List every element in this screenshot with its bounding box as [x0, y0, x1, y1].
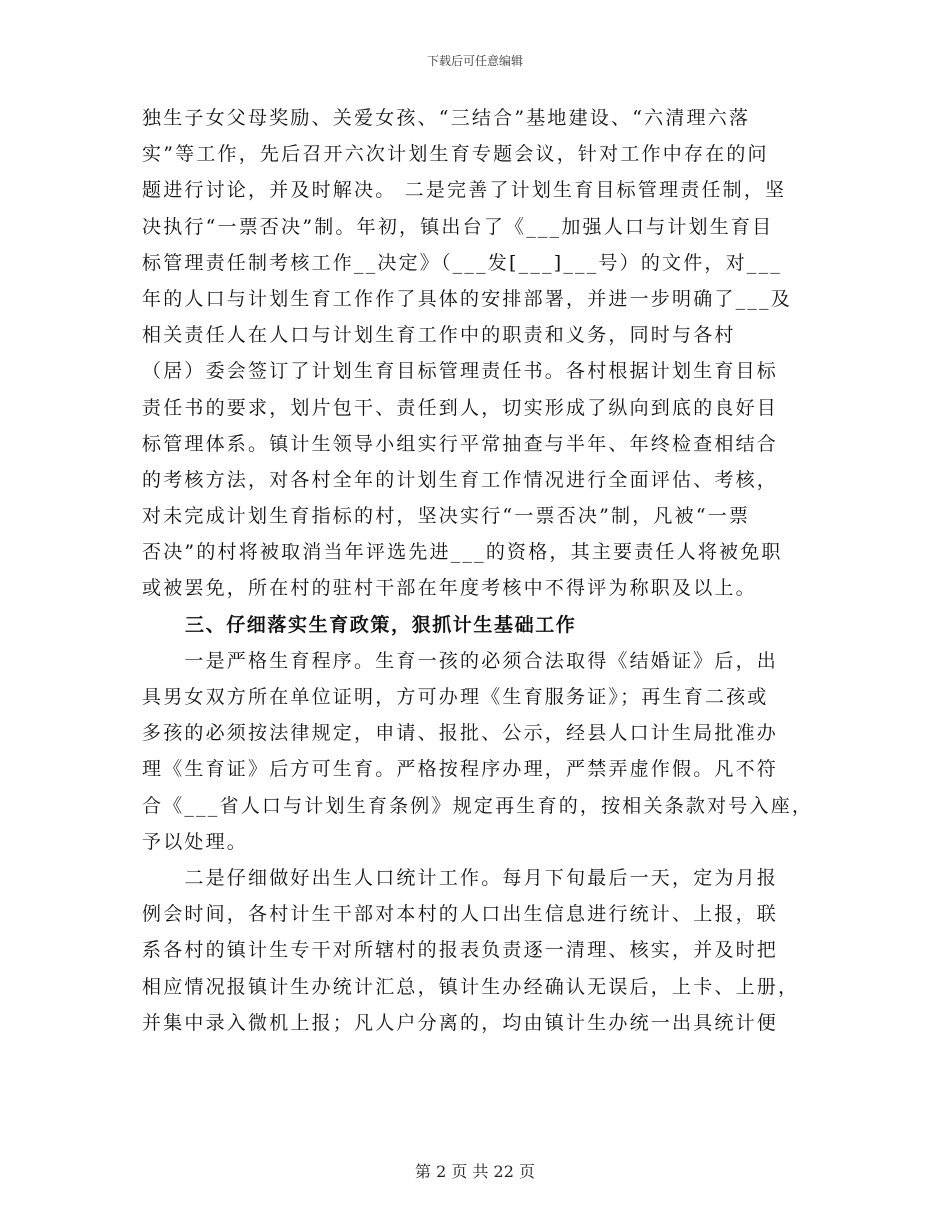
text-line: 对未完成计划生育指标的村，坚决实行“一票否决”制，凡被“一票: [142, 505, 751, 528]
text-line: 具男女双方所在单位证明，方可办理《生育服务证》；再生育二孩或: [142, 686, 769, 708]
document-body: [142, 100, 812, 1041]
text-line: 责任书的要求，划片包干、责任到人，切实形成了纵向到底的良好目: [142, 396, 779, 419]
text-line: 二是仔细做好出生人口统计工作。每月下旬最后一天，定为月报: [142, 866, 779, 889]
text-line: 实”等工作，先后召开六次计划生育专题会议，针对工作中存在的问: [142, 143, 769, 166]
text-line: 相关责任人在人口与计划生育工作中的职责和义务，同时与各村: [142, 324, 736, 347]
text-line: 或被罢免，所在村的驻村干部在年度考核中不得评为称职及以上。: [142, 577, 757, 600]
text-line: 年的人口与计划生育工作作了具体的安排部署，并进一步明确了___及: [142, 287, 792, 310]
text-line: 例会时间，各村计生干部对本村的人口出生信息进行统计、上报，联: [142, 903, 779, 926]
text-line: 系各村的镇计生专干对所辖村的报表负责逐一清理、核实，并及时把: [142, 939, 779, 962]
text-line: 独生子女父母奖励、关爱女孩、“三结合”基地建设、“六清理六落: [142, 107, 751, 129]
text-line: 并集中录入微机上报；凡人户分离的，均由镇计生办统一出具统计便: [142, 1011, 779, 1034]
text-line: 理《生育证》后方可生育。严格按程序办理，严禁弄虚作假。凡不符: [142, 758, 779, 781]
text-line: 否决”的村将被取消当年评选先进___的资格，其主要责任人将被免职: [142, 541, 783, 564]
section-heading: 三、仔细落实生育政策，狠抓计生基础工作: [185, 613, 577, 636]
text-line: 予以处理。: [142, 830, 249, 853]
page-header: 下载后可任意编辑: [426, 54, 523, 68]
text-line: 决执行“一票否决”制。年初，镇出台了《___加强人口与计划生育目: [142, 215, 774, 238]
text-line: 多孩的必须按法律规定，申请、报批、公示，经县人口计生局批准办: [142, 722, 779, 745]
text-line: 标管理责任制考核工作__决定》（___发[___]___号）的文件，对___: [142, 251, 782, 274]
text-line: 一是严格生育程序。生育一孩的必须合法取得《结婚证》后，出: [142, 649, 779, 672]
text-line: 相应情况报镇计生办统计汇总，镇计生办经确认无误后，上卡、上册，: [142, 975, 800, 998]
text-line: 合《___省人口与计划生育条例》规定再生育的，按相关条款对号入座，: [142, 794, 814, 817]
text-line: （居）委会签订了计划生育目标管理责任书。各村根据计划生育目标: [142, 360, 779, 383]
page-number-footer: 第 2 页 共 22 页: [415, 1162, 535, 1181]
text-line: 的考核方法，对各村全年的计划生育工作情况进行全面评估、考核，: [142, 468, 779, 491]
text-line: 标管理体系。镇计生领导小组实行平常抽查与半年、年终检查相结合: [142, 432, 779, 455]
text-line: 题进行讨论，并及时解决。 二是完善了计划生育目标管理责任制，坚: [142, 179, 787, 202]
